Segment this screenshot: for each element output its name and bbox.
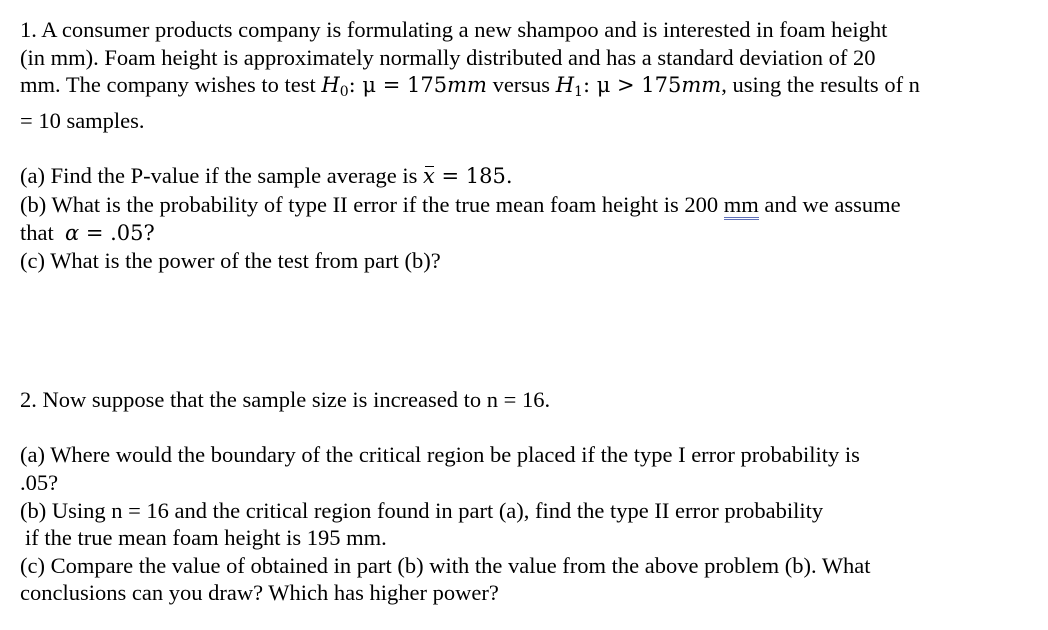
problem1-line3: [20, 71, 1030, 107]
problem1-part-c: (c) What is the power of the test from part (b)?: [20, 248, 441, 274]
problem1-line2: (in mm). Foam height is approximately normally distributed and has a standard deviation of 20: [20, 44, 876, 70]
problem1-part-b-line1: (b) What is the probability of type II error if the true mean foam height is 200 mm and we assume: [20, 191, 1030, 219]
problem1-part-b-line2: that α = .05?: [20, 219, 155, 245]
problem2-part-a-line2: .05?: [20, 469, 59, 495]
alternative-hypothesis: $H_1$: μ > 175mm: [555, 73, 722, 101]
document-page: [20, 16, 1030, 607]
problem1-line3-text: mm. The company wishes to test: [20, 72, 316, 98]
versus-word: versus: [492, 72, 551, 98]
problem2-part-b-line1: (b) Using n = 16 and the critical region found in part (a), find the type II error probability: [20, 497, 824, 523]
null-hypothesis: $H_0$: μ = 175mm: [321, 73, 487, 101]
problem1-line4: = 10 samples.: [20, 107, 145, 133]
problem2-part-c-line2: conclusions can you draw? Which has higher power?: [20, 580, 499, 606]
alpha-symbol: α: [65, 220, 80, 245]
sample-mean-symbol: x: [423, 163, 435, 191]
problem2-intro: 2. Now suppose that the sample size is increased to n = 16.: [20, 386, 551, 412]
problem2-part-a-line1: (a) Where would the boundary of the critical region be placed if the type I error probability is: [20, 442, 860, 468]
problem1-part-a: (a) Find the P-value if the sample average is x = 185.: [20, 162, 1030, 191]
spellcheck-underlined-word: mm: [724, 192, 759, 220]
problem1-line1: 1. A consumer products company is formulating a new shampoo and is interested in foam height: [20, 17, 888, 42]
problem2-part-b-line2: if the true mean foam height is 195 mm.: [25, 525, 387, 551]
problem2-part-c-line1: (c) Compare the value of obtained in part (b) with the value from the above problem (b). What: [20, 552, 871, 578]
problem1-line3-tail: , using the results of n: [721, 72, 920, 98]
